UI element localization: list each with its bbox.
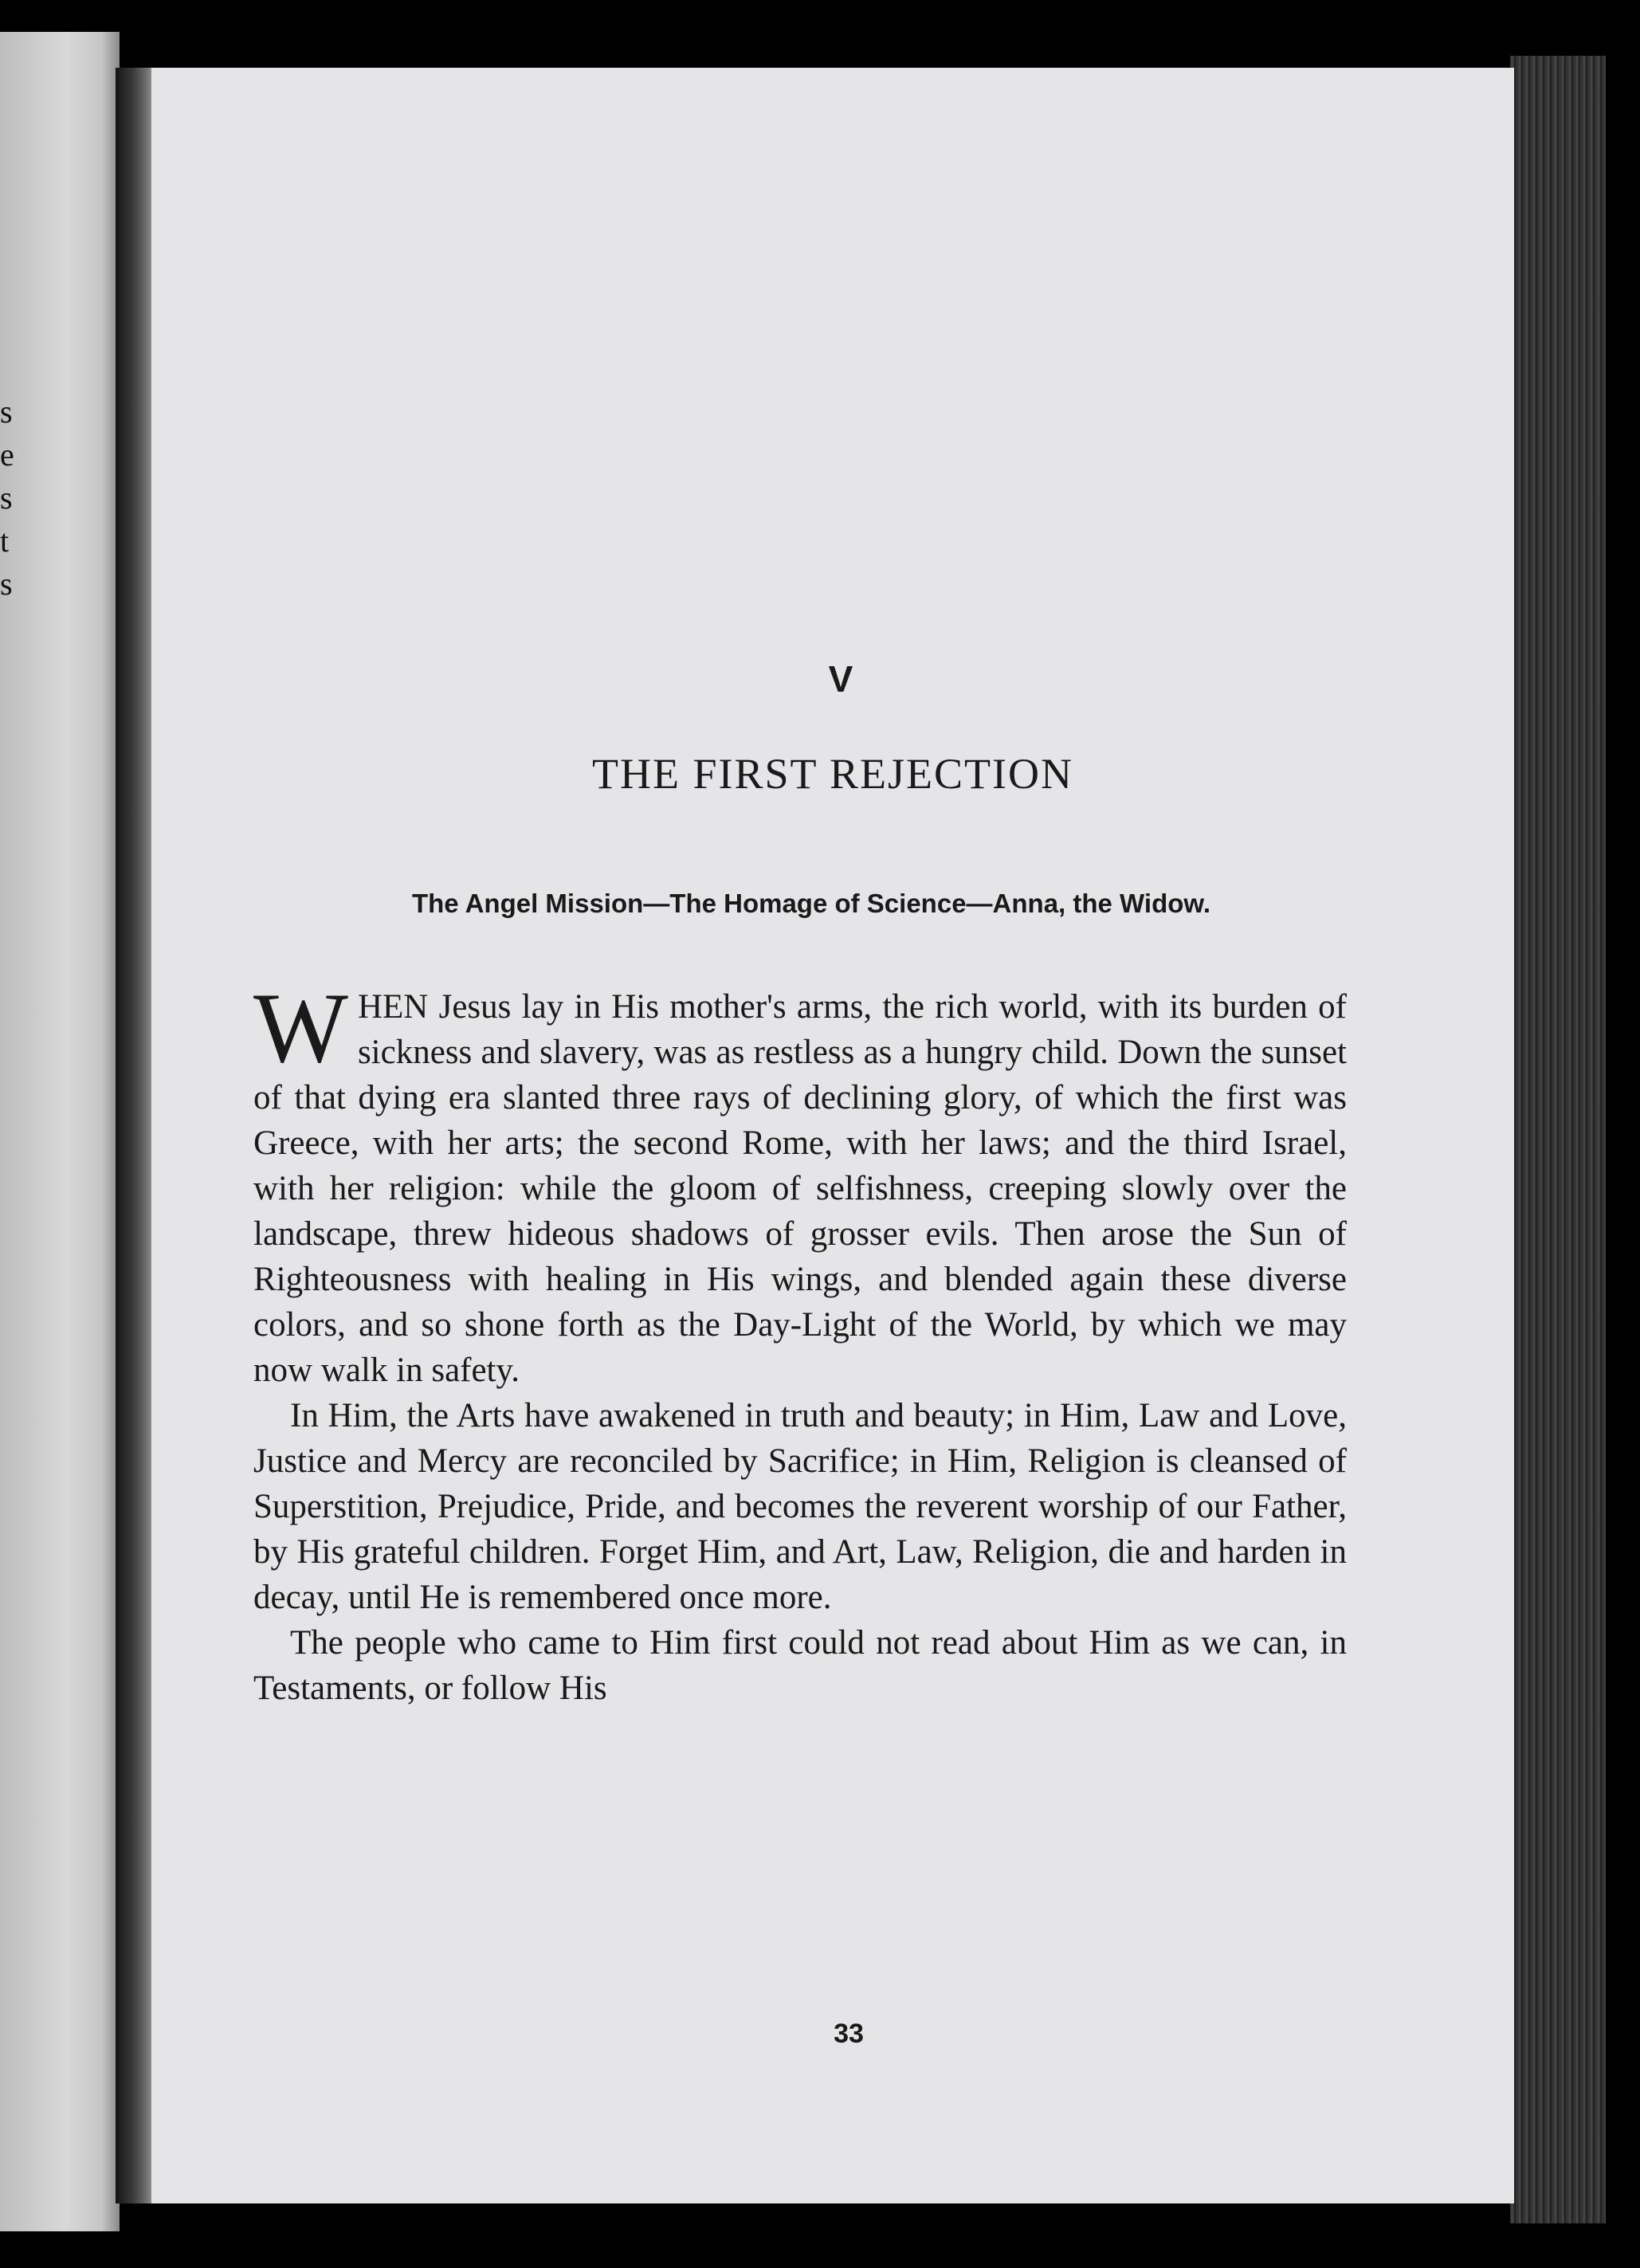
chapter-number: V bbox=[828, 658, 853, 700]
paragraph: The people who came to Him first could not read about Him as we can, in Testaments, or follow His bbox=[253, 1624, 1347, 1707]
facing-letter: t bbox=[0, 523, 10, 559]
page-block-edge bbox=[1510, 56, 1606, 2223]
chapter-subtitle: The Angel Mission—The Homage of Science—Anna, the Widow. bbox=[411, 889, 1211, 918]
chapter-title: THE FIRST REJECTION bbox=[591, 750, 1074, 798]
facing-letter: s bbox=[0, 480, 13, 516]
facing-page-letters bbox=[0, 390, 16, 606]
facing-letter: e bbox=[0, 437, 14, 473]
paragraph-text: HEN Jesus lay in His mother's arms, the rich world, with its burden of sickness and slavery, was as restless as a hungry child. Down the sunset of that dying era slanted three rays of declining glory, of which the first was Greece, with her arts; the second Rome, with her laws; and the third Israel, with her religion: while the gloom of selfishness, creeping slowly over the landscape, threw hideous shadows of grosser evils. Then arose the Sun of Righteousness with healing in His wings, and blended again these diverse colors, and so shone forth as the Day-Light of the World, by which we may now walk in safety. bbox=[253, 988, 1347, 1389]
paragraph: In Him, the Arts have awakened in truth and beauty; in Him, Law and Love, Justice and Mercy are reconciled by Sacrifice; in Him, Religion is cleansed of Superstition, Prejudice, Pride, and becomes the reverent worship of our Father, by His grateful children. Forget Him, and Art, Law, Religion, die and harden in decay, until He is remembered once more. bbox=[253, 1397, 1347, 1616]
book-page bbox=[151, 68, 1514, 2203]
drop-cap: W bbox=[253, 973, 348, 1084]
facing-letter: s bbox=[0, 566, 13, 602]
body-text bbox=[253, 973, 1347, 1711]
book-gutter bbox=[116, 68, 154, 2203]
facing-letter: s bbox=[0, 394, 13, 430]
page-number: 33 bbox=[834, 2019, 864, 2049]
facing-page-edge bbox=[0, 32, 120, 2231]
paragraph bbox=[253, 973, 1347, 1393]
